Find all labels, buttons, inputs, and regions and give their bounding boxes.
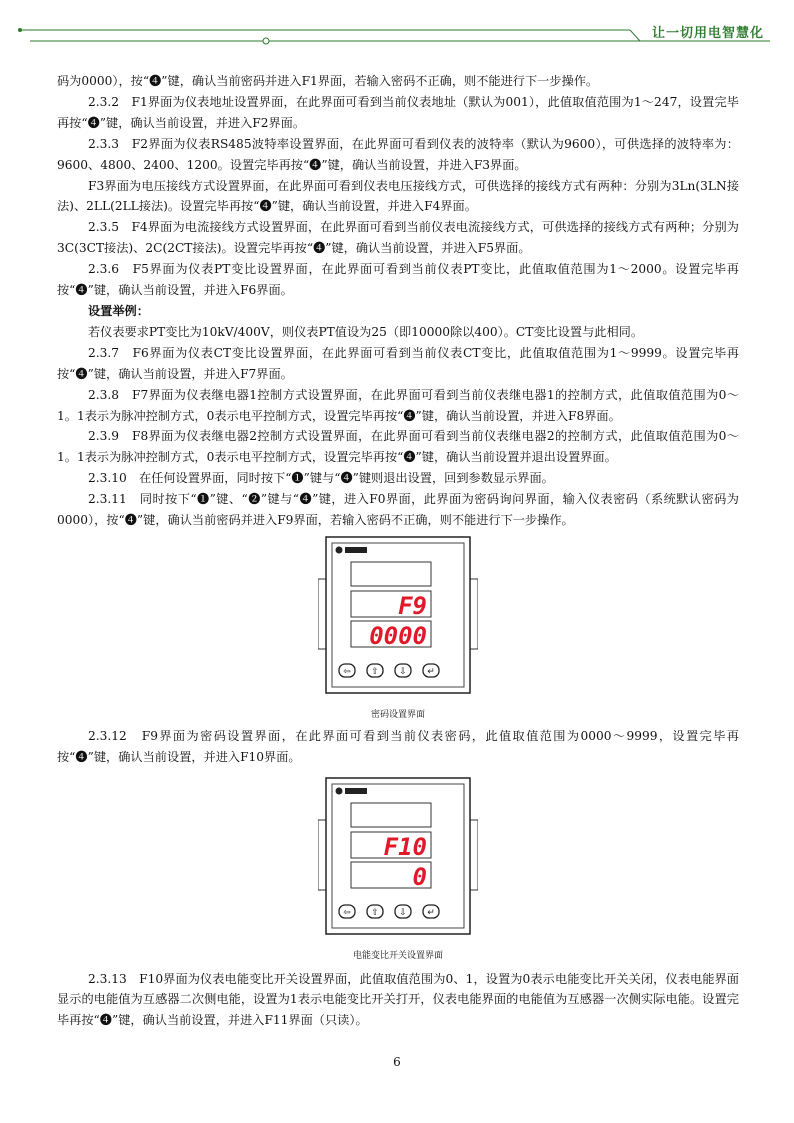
paragraph: 2.3.5 F4界面为电流接线方式设置界面，在此界面可看到当前仪表电流接线方式，可供选择的接线方式有两种；分别为3C(3CT接法)、2C(2CT接法)。设置完毕再按“❹”键，确认当前设置，并进入F5界面。 [57,220,739,256]
svg-text:⇧: ⇧ [371,907,379,918]
paragraph: 2.3.6 F5界面为仪表PT变比设置界面，在此界面可看到当前仪表PT变比，此值取值范围为1～2000。设置完毕再按“❹”键，确认当前设置，并进入F6界面。 [57,262,739,298]
svg-text:⇦: ⇦ [343,666,351,677]
display-line-3: 0 [412,862,427,891]
brand-logo-icon [336,546,343,553]
document-body [57,71,739,1031]
display-line-2: F10 [383,832,427,861]
paragraph: 2.3.9 F8界面为仪表继电器2控制方式设置界面，在此界面可看到当前仪表继电器2的控制方式，此值取值范围为0～1。1表示为脉冲控制方式，0表示电平控制方式，设置完毕再按“❹”键，确认当前设置并退出设置界面。 [57,429,739,465]
meter-panel-illustration [318,776,478,938]
figure-caption: 电能变比开关设置界面 [352,950,443,961]
paragraph: 2.3.2 F1界面为仪表地址设置界面，在此界面可看到当前仪表地址（默认为001），此值取值范围为1～247，设置完毕再按“❹”键，确认当前设置，并进入F2界面。 [57,94,739,130]
section-heading: 设置举例： [88,303,149,318]
paragraph: 2.3.12 F9界面为密码设置界面，在此界面可看到当前仪表密码，此值取值范围为0000～9999，设置完毕再按“❹”键，确认当前设置，并进入F10界面。 [57,728,739,764]
svg-text:⇩: ⇩ [399,666,407,677]
paragraph: 2.3.8 F7界面为仪表继电器1控制方式设置界面，在此界面可看到当前仪表继电器1的控制方式，此值取值范围为0～1。1表示为脉冲控制方式，0表示电平控制方式，设置完毕再按“❹”键，确认当前设置，并进入F8界面。 [57,387,739,423]
paragraph: 码为0000），按“❹”键，确认当前密码并进入F1界面，若输入密码不正确，则不能进行下一步操作。 [57,74,599,88]
display-line-3: 0000 [369,621,427,650]
svg-text:⇧: ⇧ [371,666,379,677]
paragraph: 2.3.11 同时按下“❶”键、“❷”键与“❹”键，进入F0界面，此界面为密码询问界面，输入仪表密码（系统默认密码为0000），按“❹”键，确认当前密码并进入F9界面，若输入密码不正确，则不能进行下一步操作。 [57,492,739,528]
header-slogan: 让一切用电智慧化 [651,26,764,41]
paragraph: 2.3.7 F6界面为仪表CT变比设置界面，在此界面可看到当前仪表CT变比，此值取值范围为1～9999。设置完毕再按“❹”键，确认当前设置，并进入F7界面。 [57,345,739,381]
meter-figure-password [318,535,478,722]
brand-logo-icon [336,787,343,794]
page-number: 6 [393,1055,401,1069]
paragraph: F3界面为电压接线方式设置界面，在此界面可看到仪表电压接线方式，可供选择的接线方式有两种：分别为3Ln(3LN接法)、2LL(2LL接法)。设置完毕再按“❹”键，确认当前设置，并进入F4界面。 [57,178,739,214]
meter-panel-illustration [318,535,478,697]
figure-caption: 密码设置界面 [370,709,425,720]
page-header [0,0,794,50]
svg-text:↵: ↵ [427,666,435,677]
svg-text:⇩: ⇩ [399,907,407,918]
display-line-2: F9 [398,591,427,620]
paragraph: 2.3.13 F10界面为仪表电能变比开关设置界面，此值取值范围为0、1，设置为0表示电能变比开关关闭，仪表电能界面显示的电能值为互感器二次侧电能，设置为1表示电能变比开关打开，仪表电能界面的电能值为互感器一次侧实际电能。设置完毕再按“❹”键，确认当前设置，并进入F11界面（只读）。 [57,971,739,1028]
paragraph: 2.3.3 F2界面为仪表RS485波特率设置界面，在此界面可看到仪表的波特率（默认为9600），可供选择的波特率为：9600、4800、2400、1200。设置完毕再按“❹”键，确认当前设置，并进入F3界面。 [57,136,739,172]
meter-figure-energy-ratio [318,776,478,963]
paragraph: 若仪表要求PT变比为10kV/400V，则仪表PT值设为25（即10000除以400）。CT变比设置与此相同。 [88,324,644,339]
paragraph: 2.3.10 在任何设置界面，同时按下“❶”键与“❹”键则退出设置，回到参数显示界面。 [88,471,554,486]
svg-text:⇦: ⇦ [343,907,351,918]
svg-text:↵: ↵ [427,907,435,918]
